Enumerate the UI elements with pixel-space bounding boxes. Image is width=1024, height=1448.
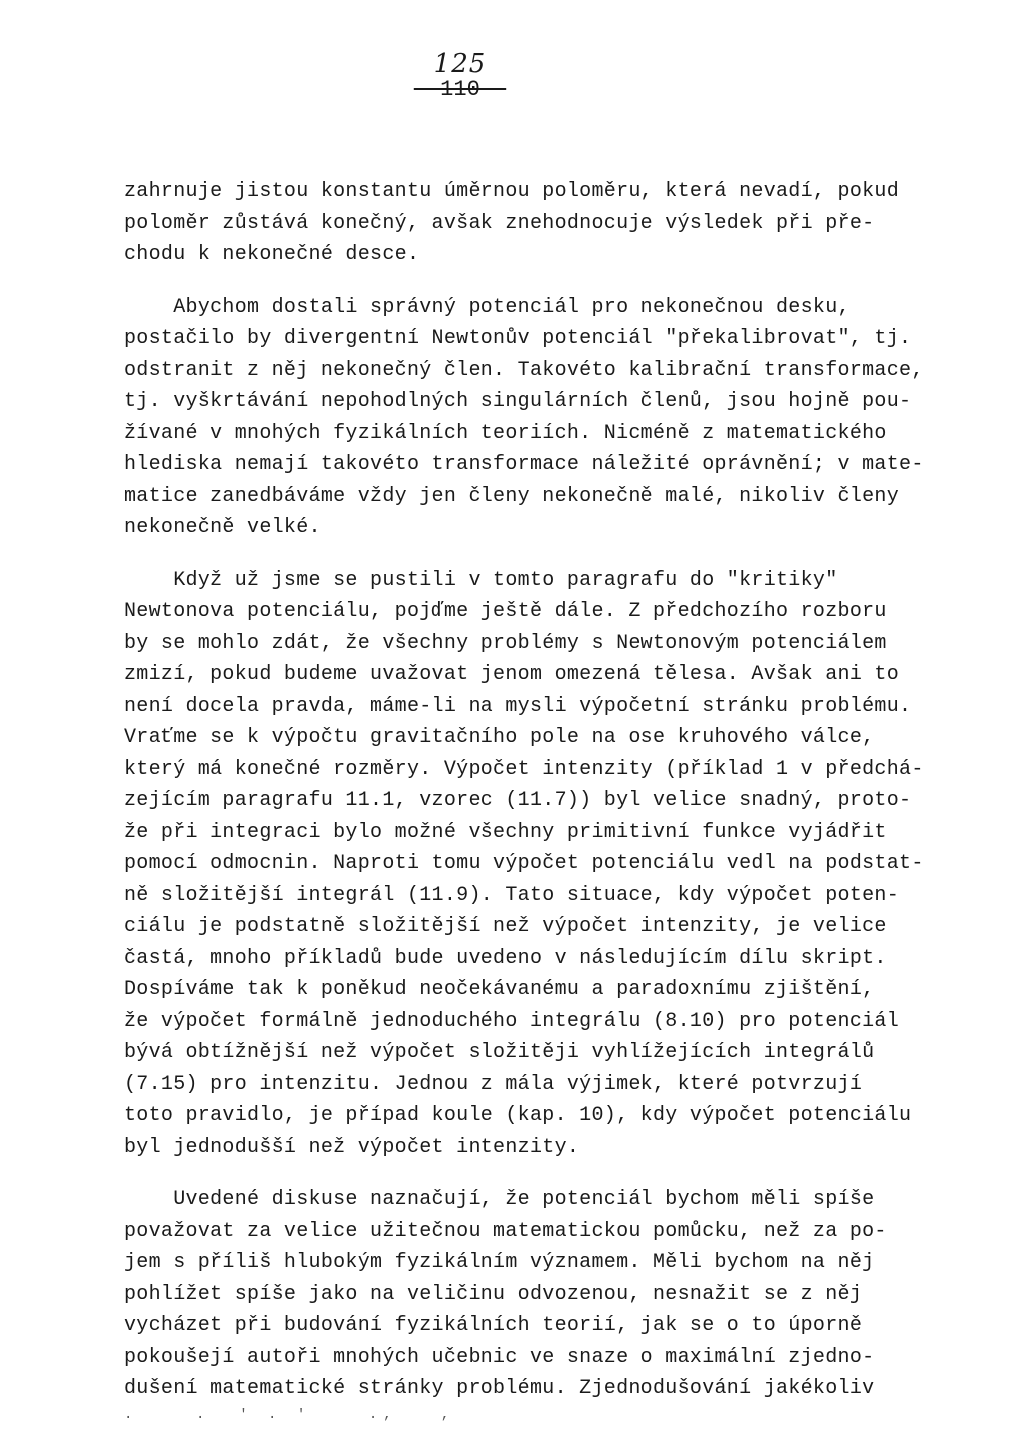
text-line: matice zanedbáváme vždy jen členy nekonečně malé, nikoliv členy (124, 484, 900, 508)
text-line: Uvedené diskuse naznačují, že potenciál bychom měli spíše (124, 1188, 875, 1211)
text-line: ciálu je podstatně složitější než výpočet intenzity, je velice (124, 915, 887, 938)
text-line: který má konečné rozměry. Výpočet intenzity (příklad 1 v předchá- (124, 757, 924, 781)
text-line: Vraťme se k výpočtu gravitačního pole na ose kruhového válce, (124, 726, 875, 749)
text-line: toto pravidlo, je případ koule (kap. 10), kdy výpočet potenciálu (124, 1104, 912, 1127)
paragraph-2 (124, 292, 964, 544)
text-line: odstranit z něj nekonečný člen. Takovéto kalibrační transformace, (124, 358, 924, 382)
handwritten-page-number: 125 (433, 49, 487, 79)
text-line: častá, mnoho příkladů bude uvedeno v následujícím dílu skript. (124, 946, 887, 970)
page-number (400, 50, 520, 102)
paragraph-4 (124, 1184, 964, 1405)
text-line: (7.15) pro intenzitu. Jednou z mála výjimek, které potvrzují (124, 1072, 863, 1096)
text-line: nekonečně velké. (124, 516, 321, 539)
text-line: Abychom dostali správný potenciál pro nekonečnou desku, (124, 295, 850, 319)
text-line: Dospíváme tak k poněkud neočekávanému a paradoxnímu zjištění, (124, 978, 875, 1001)
text-line: chodu k nekonečné desce. (124, 243, 420, 266)
text-line: pohlížet spíše jako na veličinu odvozenou, nesnažit se z něj (124, 1282, 863, 1306)
paragraph-gap (124, 1163, 964, 1184)
paragraph-1 (124, 176, 964, 271)
text-line: pomocí odmocnin. Naproti tomu výpočet potenciálu vedl na podstat- (124, 852, 924, 875)
body-text (124, 176, 964, 1425)
paragraph-gap (124, 271, 964, 292)
text-line: tj. vyškrtávání nepohodlných singulárních členů, jsou hojně pou- (124, 390, 912, 413)
text-line: jem s příliš hlubokým fyzikálním významem. Měli bychom na něj (124, 1251, 875, 1274)
text-line: zejícím paragrafu 11.1, vzorec (11.7)) byl velice snadný, proto- (124, 789, 912, 812)
text-line: ně složitější integrál (11.9). Tato situace, kdy výpočet poten- (124, 883, 900, 907)
paragraph-gap (124, 544, 964, 565)
text-line: Když už jsme se pustili v tomto paragrafu do "kritiky" (124, 568, 838, 592)
text-line: žívané v mnohých fyzikálních teoriích. Nicméně z matematického (124, 421, 887, 445)
text-line: zmizí, pokud budeme uvažovat jenom omezená tělesa. Avšak ani to (124, 663, 900, 686)
text-line: považovat za velice užitečnou matematickou pomůcku, než za po- (124, 1219, 887, 1243)
text-line: není docela pravda, máme-li na mysli výpočetní stránku problému. (124, 694, 912, 718)
text-line: že při integraci bylo možné všechny primitivní funkce vyjádřit (124, 820, 887, 844)
text-line: dušení matematické stránky problému. Zjednodušování jakékoliv (124, 1377, 875, 1400)
text-line: poloměr zůstává konečný, avšak znehodnocuje výsledek při pře- (124, 211, 875, 235)
paragraph-3 (124, 565, 964, 1164)
text-line: hlediska nemají takovéto transformace náležité oprávnění; v mate- (124, 453, 924, 476)
typed-page-number: - 110 - (413, 77, 507, 102)
text-line: bývá obtížnější než výpočet složitěji vyhlížejících integrálů (124, 1041, 875, 1064)
text-line: Newtonova potenciálu, pojďme ještě dále. Z předchozího rozboru (124, 600, 887, 623)
text-line: vycházet při budování fyzikálních teorií, jak se o to úporně (124, 1314, 863, 1337)
text-line: postačilo by divergentní Newtonův potenciál "překalibrovat", tj. (124, 327, 912, 350)
text-line: byl jednodušší než výpočet intenzity. (124, 1135, 580, 1159)
text-line: pokoušejí autoři mnohých učebnic ve snaze o maximální zjedno- (124, 1345, 875, 1369)
cut-off-line-remnants: . . ' . ' ., , (124, 1406, 456, 1423)
text-line: že výpočet formálně jednoduchého integrálu (8.10) pro potenciál (124, 1009, 900, 1033)
text-line: by se mohlo zdát, že všechny problémy s Newtonovým potenciálem (124, 631, 887, 655)
text-line: zahrnuje jistou konstantu úměrnou poloměru, která nevadí, pokud (124, 180, 900, 203)
